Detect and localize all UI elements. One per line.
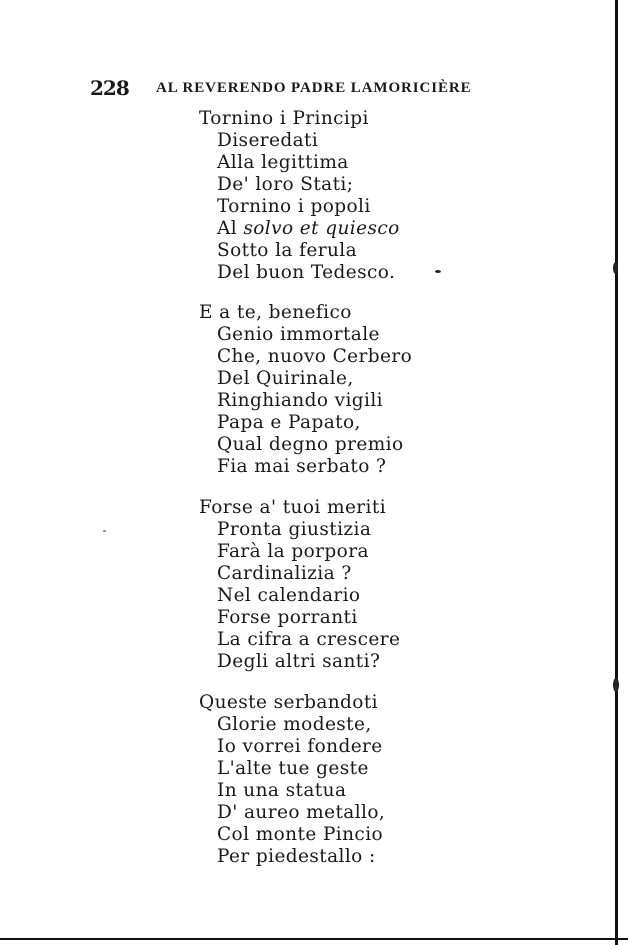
verse-line: Qual degno premio	[217, 434, 404, 455]
verse-line: De' loro Stati;	[217, 174, 354, 195]
verse-line: Alla legittima	[217, 152, 349, 173]
verse-line: Farà la porpora	[217, 541, 369, 562]
verse-line-italic: solvo et quiesco	[243, 218, 400, 239]
page-header	[0, 76, 628, 98]
verse-line: In una statua	[217, 780, 347, 801]
verse-line: Col monte Pincio	[217, 824, 384, 845]
ink-speck	[613, 262, 618, 274]
verse-line	[217, 218, 400, 240]
verse-line: Glorie modeste,	[217, 714, 372, 735]
verse-line: Del Quirinale,	[217, 368, 354, 389]
verse-line: Pronta giustizia	[217, 519, 372, 540]
verse-line: Tornino i Principi	[199, 108, 369, 129]
verse-line: Ringhiando vigili	[217, 390, 384, 411]
verse-line: Per piedestallo :	[217, 846, 376, 867]
verse-line: Che, nuovo Cerbero	[217, 346, 413, 367]
verse-line: E a te, benefico	[199, 302, 352, 323]
verse-line: Genio immortale	[217, 324, 380, 345]
verse-line: D' aureo metallo,	[217, 802, 386, 823]
ink-speck	[613, 678, 619, 692]
page-edge-bottom	[0, 938, 628, 940]
verse-line: Tornino i popoli	[217, 196, 371, 217]
verse-line: Degli altri santi?	[217, 651, 381, 672]
verse-line: Io vorrei fondere	[217, 736, 383, 757]
ink-speck	[103, 530, 106, 532]
verse-line-prefix: Al	[217, 218, 244, 239]
page-edge-right	[615, 0, 618, 945]
verse-line: Papa e Papato,	[217, 412, 361, 433]
verse-line: Cardinalizia ?	[217, 563, 352, 584]
verse-line: Forse porranti	[217, 607, 358, 628]
verse-line: La cifra a crescere	[217, 629, 401, 650]
verse-line: Diseredati	[217, 130, 319, 151]
verse-line: Forse a' tuoi meriti	[199, 497, 387, 518]
running-title: AL REVERENDO PADRE LAMORICIÈRE	[156, 80, 472, 96]
page-number: 228	[90, 76, 129, 100]
verse-line: Sotto la ferula	[217, 240, 358, 261]
verse-line: L'alte tue geste	[217, 758, 369, 779]
verse-line: Fia mai serbato ?	[217, 456, 387, 477]
verse-line: Del buon Tedesco.	[217, 262, 396, 283]
verse-line: Queste serbandoti	[199, 692, 378, 713]
ink-speck	[435, 270, 441, 273]
verse-line: Nel calendario	[217, 585, 361, 606]
